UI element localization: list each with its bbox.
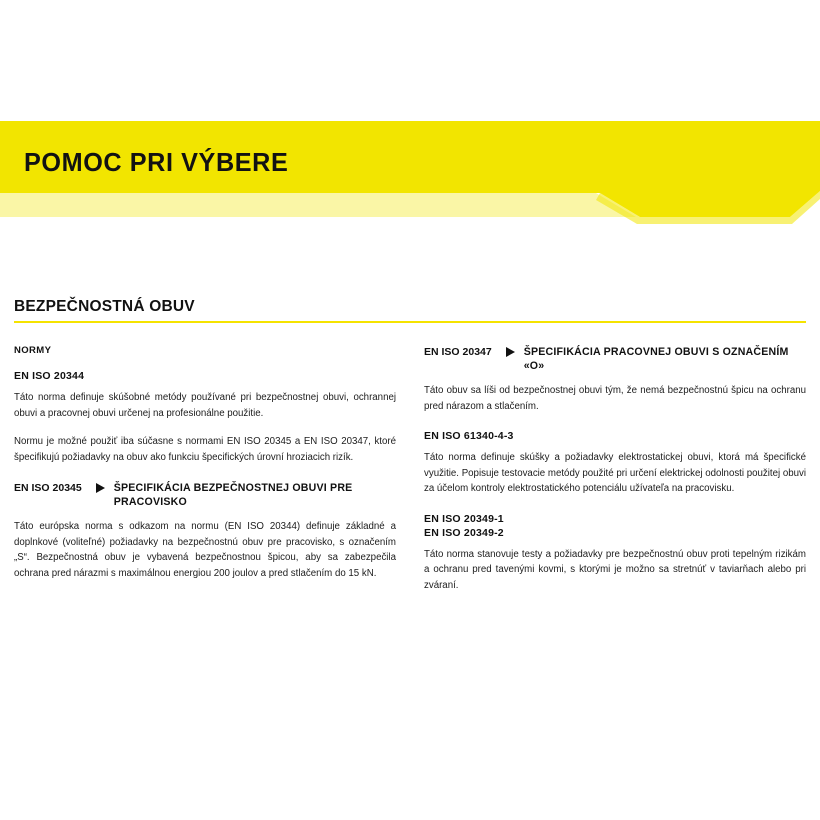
standard-title: EN ISO 61340-4-3 <box>424 430 514 442</box>
standard-heading-row <box>14 481 396 509</box>
standard-title-line-2: EN ISO 20349-2 <box>424 526 504 539</box>
section-header <box>14 298 806 323</box>
page-banner <box>0 121 820 231</box>
standard-paragraph: Táto obuv sa líši od bezpečnostnej obuvi tým, že nemá bezpečnostnú špicu na ochranu pred nárazom a stlačením. <box>424 385 806 412</box>
standard-block-en-iso-20349 <box>424 513 806 594</box>
right-column <box>424 345 806 593</box>
standard-block-en-iso-61340-4-3 <box>424 430 806 497</box>
page-title: POMOC PRI VÝBERE <box>24 147 289 177</box>
standard-paragraph: Táto norma definuje skúšobné metódy používané pri bezpečnostnej obuvi, ochrannej obuvi a pracovnej obuvi určenej na profesionálne použitie. <box>14 392 396 419</box>
left-column-kicker: NORMY <box>14 345 52 356</box>
section-heading: BEZPEČNOSTNÁ OBUV <box>14 298 195 315</box>
spacer <box>14 465 396 481</box>
standard-title: EN ISO 20345 <box>14 482 82 494</box>
standard-block-en-iso-20344 <box>14 370 396 465</box>
triangle-right-icon <box>96 483 105 493</box>
triangle-right-icon <box>506 347 515 357</box>
section-divider <box>14 321 806 323</box>
spacer <box>424 414 806 430</box>
standard-paragraph: Táto norma definuje skúšky a požiadavky elektrostatickej obuvi, ktorá má špecifické využitie. Popisuje testovacie metódy použité pri určení elektrickej odolnosti použitej obuvi za účelom kontroly elektrostatického potenciálu užívateľa na pracovisku. <box>424 452 806 494</box>
standard-block-en-iso-20347 <box>424 345 806 414</box>
standard-paragraph: Normu je možné použiť iba súčasne s normami EN ISO 20345 a EN ISO 20347, ktoré špecifikujú požiadavky na obuv ako funkciu špecifických úrovní hroziacich rizík. <box>14 436 396 463</box>
standard-block-en-iso-20345 <box>14 481 396 581</box>
content-columns <box>14 345 806 593</box>
standard-heading-row <box>424 345 806 373</box>
standard-title: EN ISO 20344 <box>14 370 85 382</box>
standard-headline: ŠPECIFIKÁCIA PRACOVNEJ OBUVI S OZNAČENÍM «O» <box>523 346 789 372</box>
standard-paragraph: Táto norma stanovuje testy a požiadavky pre bezpečnostnú obuv proti tepelným rizikám a ochranu pred tavenými kovmi, s ktorými je možno sa stretnúť v taviarňach alebo pri zváraní. <box>424 548 806 591</box>
spacer <box>424 497 806 513</box>
standard-title-line-1: EN ISO 20349-1 <box>424 512 504 525</box>
standard-title: EN ISO 20347 <box>424 346 492 358</box>
standard-headline: ŠPECIFIKÁCIA BEZPEČNOSTNEJ OBUVI PRE PRACOVISKO <box>113 482 353 508</box>
standard-paragraph: Táto európska norma s odkazom na normu (EN ISO 20344) definuje základné a doplnkové (voliteľné) požiadavky na bezpečnostnú obuv pre pracovisko, s označením „S“. Bezpečnostná obuv je vybavená bezpečnostnou špicou, aby sa zabezpečila ochrana pred nárazmi s maximálnou energiou 200 joulov a pred stlačením do 15 kN. <box>14 521 396 579</box>
left-column <box>14 345 396 593</box>
